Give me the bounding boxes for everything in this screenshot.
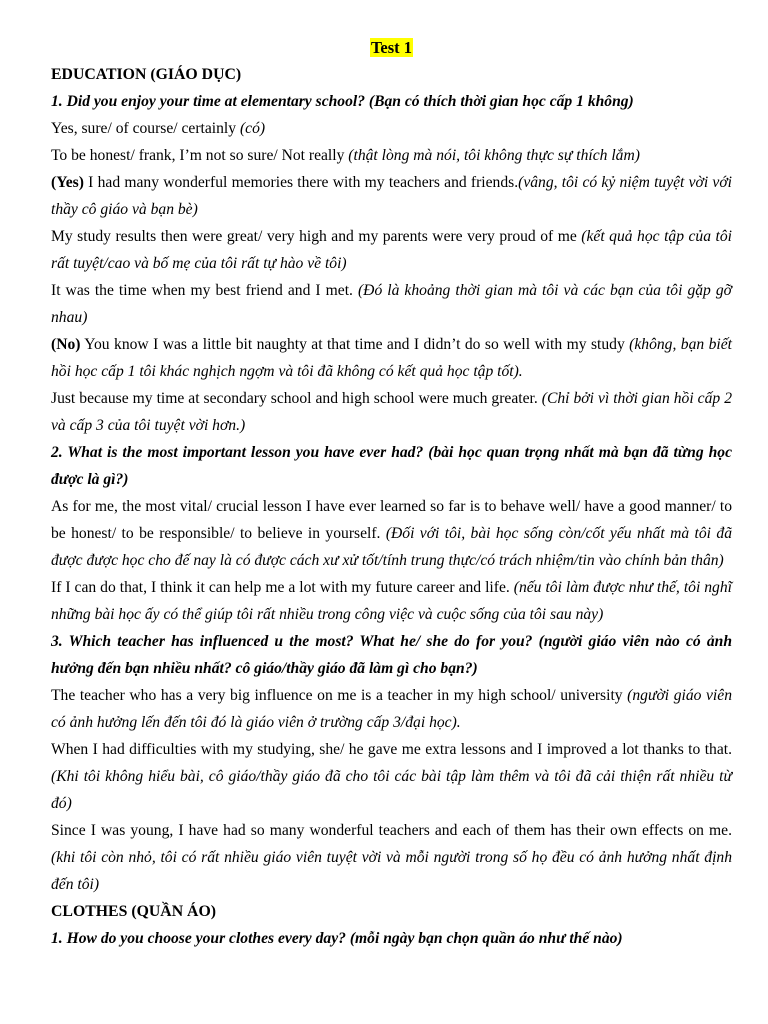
answer-english: To be honest/ frank, I’m not so sure/ Not really [51, 147, 349, 164]
answer-paragraph [51, 142, 732, 169]
question-3-influential-teacher: 3. Which teacher has influenced u the most? What he/ she do for you? (người giáo viên nào có ảnh hưởng đến bạn nhiều nhất? cô giáo/thầy giáo đã làm gì cho bạn?) [51, 633, 732, 677]
answer-vietnamese: (không, bạn biết hồi học cấp 1 tôi khác nghịch ngợm và tôi đã không có kết quả học tập tốt). [51, 336, 732, 380]
answer-vietnamese: (có) [239, 120, 266, 137]
answer-english: Just because my time at secondary school and high school were much greater. [51, 390, 542, 407]
answer-vietnamese: (Chỉ bởi vì thời gian hồi cấp 2 và cấp 3 của tôi tuyệt vời hơn.) [51, 390, 732, 434]
answer-paragraph [51, 277, 732, 331]
answer-paragraph [51, 331, 732, 385]
answer-vietnamese: (thật lòng mà nói, tôi không thực sự thích lắm) [348, 147, 640, 164]
question-1-choose-clothes: 1. How do you choose your clothes every day? (mỗi ngày bạn chọn quần áo như thế nào) [51, 930, 623, 947]
answer-english: As for me, the most vital/ crucial lesson I have ever learned so far is to behave well/ have a good manner/ to be honest/ to be responsible/ to believe in yourself. [51, 498, 732, 542]
answer-paragraph [51, 817, 732, 898]
answer-paragraph [51, 493, 732, 574]
answer-paragraph [51, 574, 732, 628]
answer-paragraph [51, 736, 732, 817]
answer-vietnamese: (Khi tôi không hiểu bài, cô giáo/thầy giáo đã cho tôi các bài tập làm thêm và tôi đã cải thiện rất nhiều từ đó) [51, 768, 732, 812]
answer-english: The teacher who has a very big influence on me is a teacher in my high school/ university [51, 687, 628, 704]
answer-tag-no: (No) [51, 336, 81, 353]
answer-vietnamese: (khi tôi còn nhỏ, tôi có rất nhiều giáo viên tuyệt vời và mỗi người trong số họ đều có ảnh hưởng nhất định đến tôi) [51, 849, 732, 893]
question-1-elementary-school: 1. Did you enjoy your time at elementary school? (Bạn có thích thời gian học cấp 1 không) [51, 93, 634, 110]
test-title [51, 35, 732, 61]
answer-vietnamese: (nếu tôi làm được như thế, tôi nghĩ những bài học ấy có thể giúp tôi rất nhiều trong công việc và cuộc sống của tôi sau này) [51, 579, 732, 623]
answer-vietnamese: (Đó là khoảng thời gian mà tôi và các bạn của tôi gặp gỡ nhau) [51, 282, 732, 326]
answer-english: I had many wonderful memories there with my teachers and friends. [83, 174, 519, 191]
answer-vietnamese: (kết quả học tập của tôi rất tuyệt/cao và bố mẹ của tôi rất tự hào về tôi) [51, 228, 733, 272]
answer-tag-yes: (Yes) [51, 174, 84, 191]
test-title-text: Test 1 [370, 38, 413, 57]
answer-english: My study results then were great/ very high and my parents were very proud of me [51, 228, 582, 245]
answer-english: If I can do that, I think it can help me a lot with my future career and life. [51, 579, 514, 596]
answer-english: When I had difficulties with my studying, she/ he gave me extra lessons and I improved a lot thanks to that. [51, 741, 732, 758]
answer-vietnamese: (vâng, tôi có kỷ niệm tuyệt vời với thầy cô giáo và bạn bè) [51, 174, 733, 218]
answer-english: You know I was a little bit naughty at that time and I didn’t do so well with my study [80, 336, 630, 353]
answer-paragraph [51, 115, 732, 142]
answer-paragraph [51, 223, 732, 277]
answer-paragraph [51, 169, 732, 223]
answer-paragraph [51, 385, 732, 439]
section-heading-education: EDUCATION (GIÁO DỤC) [51, 66, 242, 83]
answer-vietnamese: (người giáo viên có ảnh hưởng lến đến tôi đó là giáo viên ở trường cấp 3/đại học). [51, 687, 732, 731]
answer-vietnamese: (Đối với tôi, bài học sống còn/cốt yếu nhất mà tôi đã được được học cho đế nay là có được cách xư xử tốt/tính trung thực/có trách nhiệm/tin vào chính bản thân) [51, 525, 732, 569]
answer-english: Yes, sure/ of course/ certainly [51, 120, 240, 137]
question-2-important-lesson: 2. What is the most important lesson you have ever had? (bài học quan trọng nhất mà bạn đã từng học được là gì?) [51, 444, 732, 488]
answer-english: Since I was young, I have had so many wonderful teachers and each of them has their own effects on me. [51, 822, 732, 839]
answer-english: It was the time when my best friend and I met. [51, 282, 358, 299]
section-heading-clothes: CLOTHES (QUẦN ÁO) [51, 903, 217, 920]
answer-paragraph [51, 682, 732, 736]
